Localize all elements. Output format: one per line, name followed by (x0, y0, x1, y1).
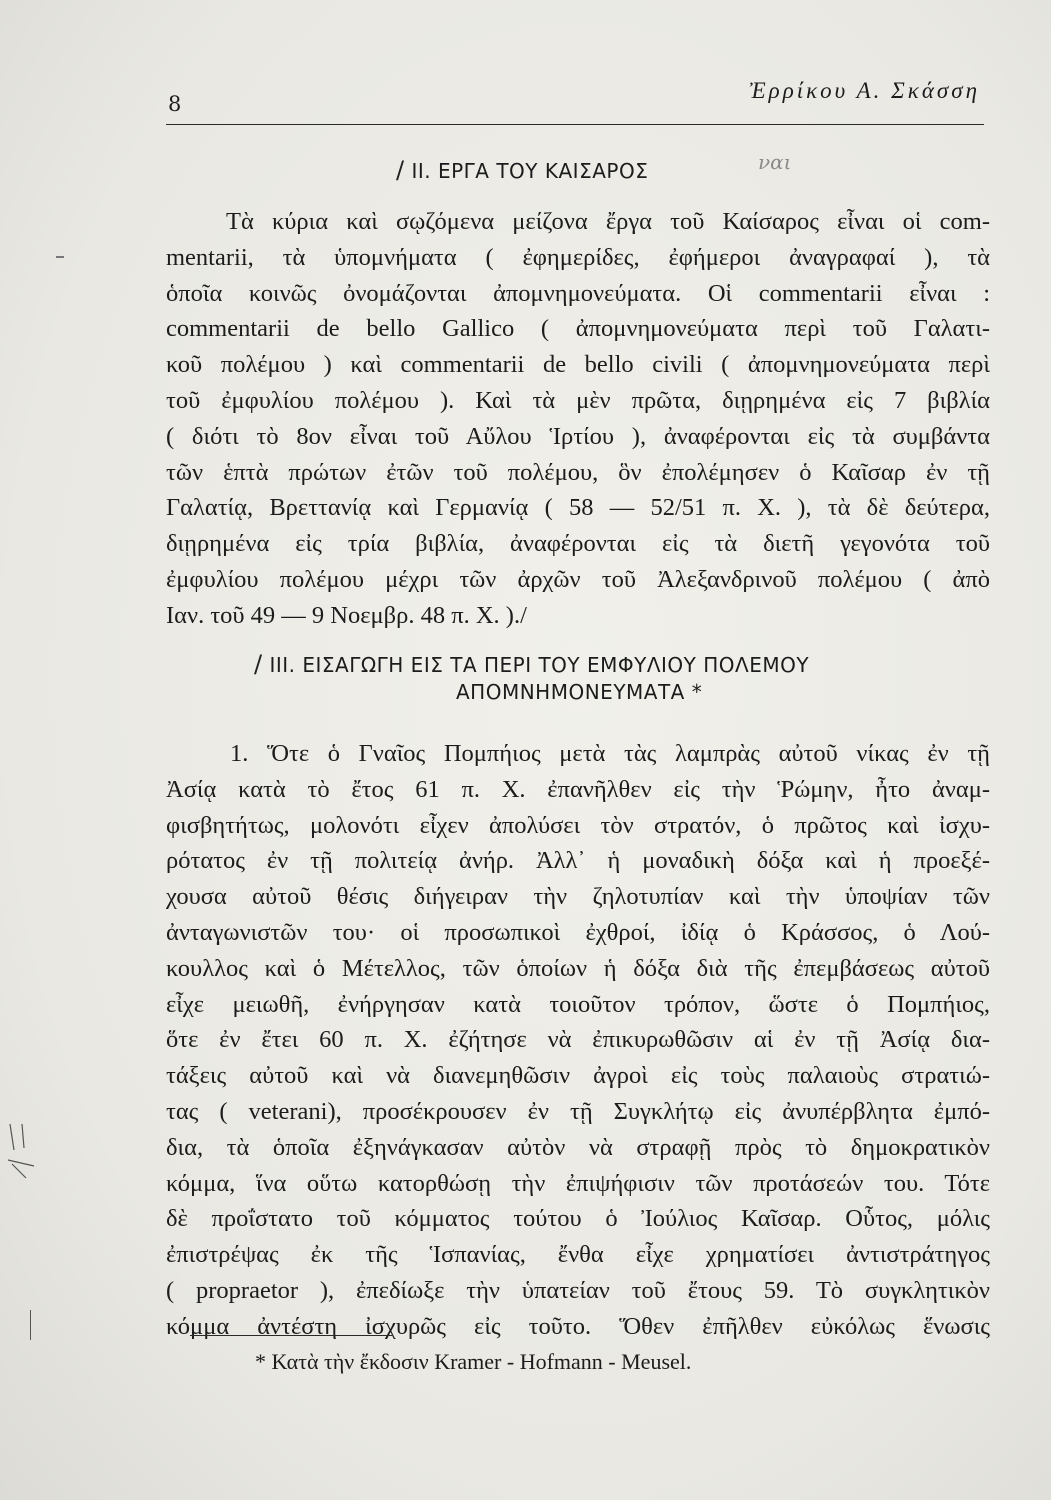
text-line: τοῦ ἐμφυλίου πολέμου ). Καὶ τὰ μὲν πρῶτα, διῃρημένα εἰς 7 βιβλία (166, 386, 990, 414)
text-line: εἶχε μειωθῆ, ἐνήργησαν κατὰ τοιοῦτον τρόπον, ὥστε ὁ Πομπήιος, (166, 990, 990, 1018)
section-heading-2-text: II. ΕΡΓΑ ΤΟΥ ΚΑΙΣΑΡΟΣ (411, 159, 649, 183)
text-line: ρότατος ἐν τῇ πολιτείᾳ ἀνήρ. Ἀλλ᾽ ἡ μοναδικὴ δόξα καὶ ἡ προεξέ- (166, 847, 990, 875)
section-3-paragraph (166, 736, 990, 1345)
margin-pencil-mark (6, 1120, 36, 1180)
text-line: ἐμφυλίου πολέμου μέχρι τῶν ἀρχῶν τοῦ Ἀλεξανδρινοῦ πολέμου ( ἀπὸ (166, 565, 990, 593)
text-line: ὅτε ἐν ἔτει 60 π. Χ. ἐζήτησε νὰ ἐπικυρωθῶσιν αἱ ἐν τῇ Ἀσίᾳ δια- (166, 1026, 990, 1054)
text-line: φισβητήτως, μολονότι εἶχεν ἀπολύσει τὸν στρατόν, ὁ πρῶτος καὶ ἰσχυ- (166, 811, 990, 839)
section-heading-2 (396, 156, 648, 184)
text-line: mentarii, τὰ ὑπομνήματα ( ἐφημερίδες, ἐφήμεροι ἀναγραφαί ), τὰ (166, 243, 990, 271)
margin-slash-mark: / (254, 650, 263, 678)
margin-tick (30, 1310, 31, 1340)
text-line: 1. Ὅτε ὁ Γναῖος Πομπήιος μετὰ τὰς λαμπρὰς αὐτοῦ νίκας ἐν τῇ (230, 740, 990, 767)
text-line: ἐπιστρέψας ἐκ τῆς Ἱσπανίας, ἔνθα εἶχε χρηματίσει ἀντιστράτηγος (166, 1241, 990, 1269)
text-line: Ἀσίᾳ κατὰ τὸ ἔτος 61 π. Χ. ἐπανῆλθεν εἰς τὴν Ῥώμην, ἦτο ἀναμ- (166, 775, 990, 803)
text-line: κόμμα ἀντέστη ἰσχυρῶς εἰς τοῦτο. Ὅθεν ἐπῆλθεν εὐκόλως ἕνωσις (166, 1312, 990, 1340)
text-line: τας ( veterani), προσέκρουσεν ἐν τῇ Συγκλήτῳ εἰς ἀνυπέρβλητα ἐμπό- (166, 1097, 990, 1125)
section-heading-3 (254, 650, 809, 678)
text-line: δια, τὰ ὁποῖα ἐξηνάγκασαν αὐτὸν νὰ στραφῇ πρὸς τὸ δημοκρατικὸν (166, 1133, 990, 1161)
running-head: Ἐρρίκου Α. Σκάσση (749, 78, 980, 103)
page-number: 8 (168, 92, 182, 116)
text-line: ( διότι τὸ 8ον εἶναι τοῦ Αὔλου Ἱρτίου ), ἀναφέρονται εἰς τὰ συμβάντα (166, 422, 990, 450)
text-line: commentarii de bello Gallico ( ἀπομνημονεύματα περὶ τοῦ Γαλατι- (166, 315, 990, 343)
text-line: κοῦ πολέμου ) καὶ commentarii de bello civili ( ἀπομνημονεύματα περὶ (166, 351, 990, 379)
text-line: Γαλατίᾳ, Βρεττανίᾳ καὶ Γερμανίᾳ ( 58 — 52/51 π. Χ. ), τὰ δὲ δεύτερα, (166, 494, 990, 522)
text-line: κόμμα, ἵνα οὕτω κατορθώσῃ τὴν ἐπιψήφισιν τῶν προτάσεών του. Τότε (166, 1169, 990, 1197)
footnote-rule (190, 1335, 392, 1336)
text-line: ( propraetor ), ἐπεδίωξε τὴν ὑπατείαν τοῦ ἔτους 59. Τὸ συγκλητικὸν (166, 1276, 990, 1304)
text-line: ἀνταγωνιστῶν του· οἱ προσωπικοὶ ἐχθροί, ἰδίᾳ ὁ Κράσσος, ὁ Λού- (166, 918, 990, 946)
section-heading-3-line2: ΑΠΟΜΝΗΜΟΝΕΥΜΑΤΑ * (456, 680, 703, 704)
pencil-annotation: ναι (758, 150, 792, 174)
section-heading-3-continued (456, 680, 702, 704)
text-line: δὲ προΐστατο τοῦ κόμματος τούτου ὁ Ἰούλιος Καῖσαρ. Οὗτος, μόλις (166, 1205, 990, 1233)
text-line: τῶν ἑπτὰ πρώτων ἐτῶν τοῦ πολέμου, ὃν ἐπολέμησεν ὁ Καῖσαρ ἐν τῇ (166, 458, 990, 486)
text-line: διῃρημένα εἰς τρία βιβλία, ἀναφέρονται εἰς τὰ διετῆ γεγονότα τοῦ (166, 530, 990, 558)
text-line: Ιαν. τοῦ 49 — 9 Νοεμβρ. 48 π. Χ. )./ (166, 601, 527, 629)
margin-slash-mark: / (396, 156, 405, 184)
footnote: * Κατὰ τὴν ἔκδοσιν Kramer - Hofmann - Meusel. (255, 1349, 692, 1374)
section-2-paragraph (166, 204, 990, 634)
margin-pencil-dash (56, 256, 64, 258)
header-rule (166, 124, 984, 125)
text-line: ὁποῖα κοινῶς ὀνομάζονται ἀπομνημονεύματα. Οἱ commentarii εἶναι : (166, 279, 990, 307)
text-line: χουσα αὐτοῦ θέσις διήγειραν τὴν ζηλοτυπίαν καὶ τὴν ὑποψίαν τῶν (166, 883, 990, 911)
text-line: τάξεις αὐτοῦ καὶ νὰ διανεμηθῶσιν ἀγροὶ εἰς τοὺς παλαιοὺς στρατιώ- (166, 1062, 990, 1090)
text-line: κουλλος καὶ ὁ Μέτελλος, τῶν ὁποίων ἡ δόξα διὰ τῆς ἐπεμβάσεως αὐτοῦ (166, 954, 990, 982)
text-line: Τὰ κύρια καὶ σῳζόμενα μείζονα ἔργα τοῦ Καίσαρος εἶναι οἱ com- (226, 208, 990, 235)
section-heading-3-line1: III. ΕΙΣΑΓΩΓΗ ΕΙΣ ΤΑ ΠΕΡΙ ΤΟΥ ΕΜΦΥΛΙΟΥ ΠΟΛΕΜΟΥ (269, 653, 810, 677)
page-header (166, 78, 988, 118)
